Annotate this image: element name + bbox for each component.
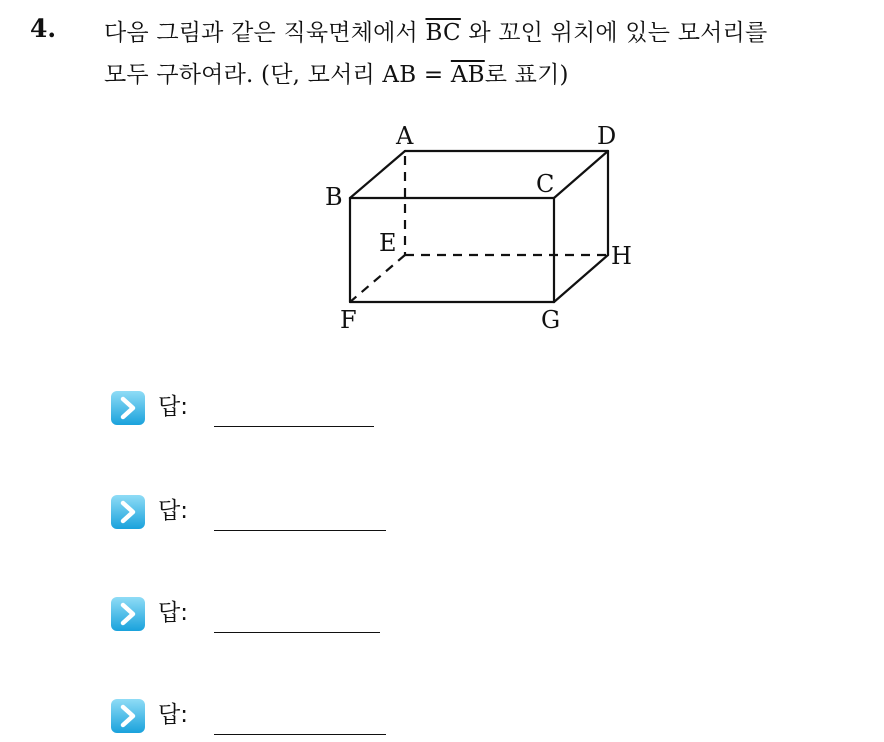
chevron-right-icon xyxy=(110,596,146,632)
vertex-label-d: D xyxy=(597,122,617,150)
question-text xyxy=(104,12,874,96)
edge-ab-notation: $\overline{AB}$ xyxy=(450,62,485,88)
answer-row-4 xyxy=(110,698,410,738)
question-line-2-end: 로 표기) xyxy=(484,62,569,88)
answer-row-1 xyxy=(110,390,410,430)
answer-blank-2[interactable] xyxy=(214,530,386,531)
cuboid-diagram xyxy=(310,118,650,338)
chevron-right-icon xyxy=(110,698,146,734)
edge-ef-hidden xyxy=(350,255,405,302)
edge-gh xyxy=(554,255,608,302)
vertex-label-c: C xyxy=(536,170,555,198)
chevron-right-icon xyxy=(110,390,146,426)
answer-label: 답: xyxy=(158,394,188,420)
answer-row-2 xyxy=(110,494,410,534)
answer-row-3 xyxy=(110,596,410,636)
vertex-label-a: A xyxy=(396,122,414,150)
answer-blank-3[interactable] xyxy=(214,632,380,633)
chevron-right-icon xyxy=(110,494,146,530)
question-line-1 xyxy=(104,12,874,54)
vertex-label-h: H xyxy=(611,242,632,270)
edge-ab xyxy=(350,151,405,198)
edge-bc-notation: $\overline{BC}$ xyxy=(425,20,461,46)
edge-dc xyxy=(554,151,608,198)
answer-label: 답: xyxy=(158,600,188,626)
answer-blank-1[interactable] xyxy=(214,426,374,427)
vertex-label-f: F xyxy=(340,306,357,334)
question-line-2-start: 모두 구하여라. (단, 모서리 AB = xyxy=(104,62,451,88)
question-line-1-start: 다음 그림과 같은 직육면체에서 xyxy=(104,20,426,46)
answer-blank-4[interactable] xyxy=(214,734,386,735)
problem-number: 4. xyxy=(30,14,57,43)
vertex-label-g: G xyxy=(541,306,561,334)
vertex-label-b: B xyxy=(325,183,343,211)
cuboid-figure xyxy=(310,118,650,338)
question-line-1-end: 와 꼬인 위치에 있는 모서리를 xyxy=(460,20,768,46)
answer-label: 답: xyxy=(158,498,188,524)
question-line-2 xyxy=(104,54,874,96)
answer-label: 답: xyxy=(158,702,188,728)
vertex-label-e: E xyxy=(379,229,397,257)
